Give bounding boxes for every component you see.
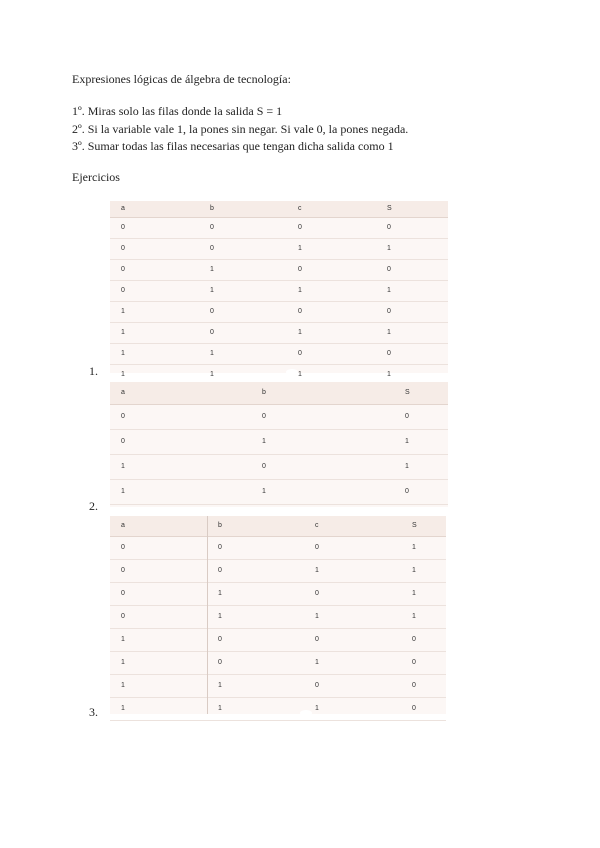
table-cell: 0 (315, 636, 319, 643)
table-row (110, 537, 446, 560)
table-row (110, 239, 448, 260)
column-divider (207, 516, 208, 714)
table-cell: 0 (412, 636, 416, 643)
table-row (110, 560, 446, 583)
table-row (110, 629, 446, 652)
table-row (110, 260, 448, 281)
table-cell: 0 (298, 350, 302, 357)
column-header: a (121, 389, 125, 396)
table-cell: 1 (298, 287, 302, 294)
table-cell: 0 (121, 567, 125, 574)
table-cell: 1 (387, 287, 391, 294)
table-cell: 1 (387, 371, 391, 378)
table-cell: 1 (405, 438, 409, 445)
table-cell: 1 (412, 567, 416, 574)
table-cell: 1 (387, 245, 391, 252)
table-cell: 0 (412, 659, 416, 666)
column-header: S (412, 522, 417, 529)
table-cell: 0 (387, 266, 391, 273)
table-cell: 0 (121, 438, 125, 445)
table-cell: 0 (218, 544, 222, 551)
table-cell: 0 (412, 705, 416, 712)
table-cell: 1 (210, 350, 214, 357)
table-cell: 1 (121, 463, 125, 470)
table-cell: 1 (298, 245, 302, 252)
table-cell: 0 (218, 567, 222, 574)
table-cell: 1 (218, 682, 222, 689)
table-cell: 0 (405, 413, 409, 420)
table-cell: 0 (298, 266, 302, 273)
table-cell: 0 (387, 308, 391, 315)
table-cell: 0 (315, 682, 319, 689)
table-header-row (110, 382, 448, 405)
table-cell: 0 (121, 413, 125, 420)
exercise-3-truth-table (110, 516, 446, 714)
table-cell: 0 (218, 659, 222, 666)
table-cell: 0 (218, 636, 222, 643)
table-row (110, 405, 448, 430)
table-cell: 0 (121, 224, 125, 231)
table-cell: 1 (218, 613, 222, 620)
table-cell: 0 (210, 308, 214, 315)
image-artifact (300, 710, 312, 716)
table-cell: 0 (298, 308, 302, 315)
table-cell: 1 (218, 590, 222, 597)
table-cell: 1 (412, 544, 416, 551)
table-cell: 1 (262, 438, 266, 445)
table-cell: 1 (218, 705, 222, 712)
table-row (110, 430, 448, 455)
table-cell: 1 (387, 329, 391, 336)
table-cell: 0 (387, 224, 391, 231)
column-header: S (405, 389, 410, 396)
table-row (110, 281, 448, 302)
table-row (110, 652, 446, 675)
table-cell: 1 (121, 705, 125, 712)
table-cell: 1 (262, 488, 266, 495)
table-cell: 1 (121, 488, 125, 495)
table-cell: 0 (387, 350, 391, 357)
column-header: S (387, 205, 392, 212)
exercise-2-truth-table (110, 382, 448, 507)
table-header-row (110, 516, 446, 537)
table-cell: 1 (121, 682, 125, 689)
table-row (110, 698, 446, 721)
exercise-1-truth-table (110, 201, 448, 378)
table-row (110, 323, 448, 344)
exercise-3-number: 3. (89, 705, 98, 719)
table-row (110, 675, 446, 698)
table-cell: 0 (262, 413, 266, 420)
column-header: a (121, 522, 125, 529)
table-cell: 0 (412, 682, 416, 689)
step-2: 2º. Si la variable vale 1, la pones sin negar. Si vale 0, la pones negada. (72, 122, 409, 136)
table-cell: 1 (121, 308, 125, 315)
table-cell: 0 (210, 245, 214, 252)
table-cell: 0 (121, 266, 125, 273)
table-cell: 0 (121, 590, 125, 597)
table-cell: 0 (262, 463, 266, 470)
column-header: c (315, 522, 319, 529)
table-cell: 0 (121, 287, 125, 294)
step-1: 1º. Miras solo las filas donde la salida S = 1 (72, 104, 283, 118)
table-cell: 1 (121, 350, 125, 357)
table-cell: 0 (315, 590, 319, 597)
table-cell: 1 (121, 659, 125, 666)
table-row (110, 455, 448, 480)
column-header: a (121, 205, 125, 212)
exercise-1-number: 1. (89, 364, 98, 378)
table-cell: 0 (315, 544, 319, 551)
table-cell: 1 (121, 371, 125, 378)
table-cell: 1 (121, 329, 125, 336)
table-cell: 1 (315, 613, 319, 620)
document-title: Expresiones lógicas de álgebra de tecnología: (72, 72, 291, 86)
table-cell: 1 (315, 705, 319, 712)
table-cell: 1 (210, 266, 214, 273)
column-header: b (210, 205, 214, 212)
column-header: c (298, 205, 302, 212)
table-row (110, 480, 448, 505)
table-cell: 0 (298, 224, 302, 231)
image-artifact (286, 369, 298, 375)
table-cell: 0 (121, 245, 125, 252)
table-header-row (110, 201, 448, 218)
table-cell: 1 (315, 567, 319, 574)
table-row (110, 302, 448, 323)
table-cell: 1 (121, 636, 125, 643)
table-cell: 1 (298, 371, 302, 378)
table-row (110, 583, 446, 606)
section-heading: Ejercicios (72, 170, 120, 184)
table-cell: 0 (210, 329, 214, 336)
table-cell: 0 (405, 488, 409, 495)
step-3: 3º. Sumar todas las filas necesarias que tengan dicha salida como 1 (72, 139, 394, 153)
table-cell: 1 (315, 659, 319, 666)
column-header: b (262, 389, 266, 396)
table-row (110, 218, 448, 239)
table-cell: 0 (210, 224, 214, 231)
table-cell: 0 (121, 613, 125, 620)
table-cell: 1 (405, 463, 409, 470)
table-cell: 0 (121, 544, 125, 551)
table-cell: 1 (210, 371, 214, 378)
table-cell: 1 (210, 287, 214, 294)
table-row (110, 606, 446, 629)
exercise-2-number: 2. (89, 499, 98, 513)
table-row (110, 344, 448, 365)
table-cell: 1 (412, 590, 416, 597)
table-cell: 1 (298, 329, 302, 336)
table-cell: 1 (412, 613, 416, 620)
column-header: b (218, 522, 222, 529)
